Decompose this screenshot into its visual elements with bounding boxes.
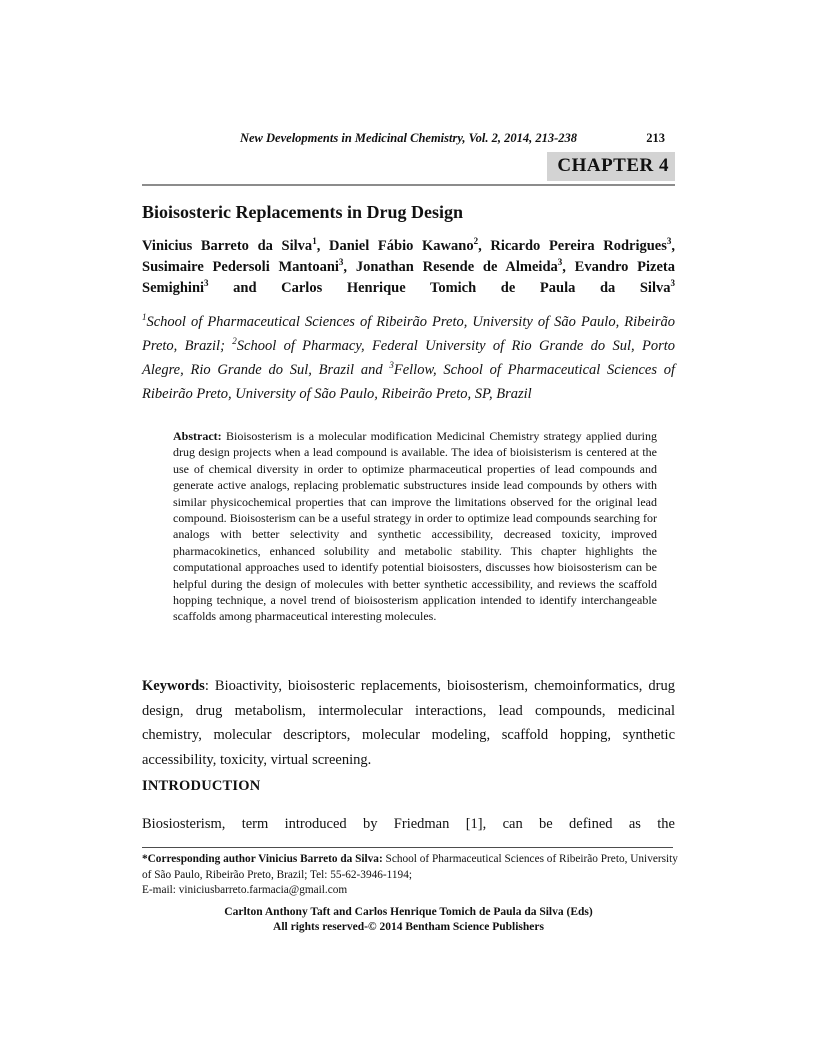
authors-line: Vinicius Barreto da Silva$^1$, Daniel Fábio Kawano$^2$, Ricardo Pereira Rodrigues$^3$, Susimaire Pedersoli Mantoani$^3$, Jonathan Resende de Almeida$^3$, Evandro Pizeta Semighini$^3$ and Carlos Henrique Tomich de Paula da Silva$^3$	[142, 236, 675, 296]
rights-line: All rights reserved-© 2014 Bentham Science Publishers	[273, 921, 544, 933]
corresponding-author-email: E-mail: viniciusbarreto.farmacia@gmail.com	[142, 884, 348, 896]
introduction-paragraph: Biosiosterism, term introduced by Friedman [1], can be defined as the	[142, 816, 675, 832]
abstract-label: Abstract:	[173, 429, 222, 443]
keywords-label: Keywords	[142, 678, 205, 694]
keywords-text: : Bioactivity, bioisosteric replacements, bioisosterism, chemoinformatics, drug design, drug metabolism, intermolecular interactions, lead compounds, medicinal chemistry, molecular descriptors, molecular modeling, scaffold hopping, synthetic accessibility, toxicity, virtual screening.	[142, 678, 675, 768]
keywords-block	[142, 674, 675, 772]
corresponding-author-label: *Corresponding author Vinicius Barreto da Silva:	[142, 853, 383, 865]
chapter-badge: CHAPTER 4	[547, 152, 675, 181]
footnote-divider	[142, 847, 673, 848]
article-title: Bioisosteric Replacements in Drug Design	[142, 202, 463, 222]
abstract-block	[173, 428, 657, 625]
imprint-block	[142, 905, 675, 935]
abstract-text: Bioisosterism is a molecular modification Medicinal Chemistry strategy applied during drug design projects when a lead compound is available. The idea of bioisisterism is centered at the use of chemical diversity in order to optimize pharmaceutical properties of lead compounds and generate active analogs, replacing problematic substructures inside lead compounds by others with similar physicochemical properties that can improve the limitations observed for the original lead compound. Bioisosterism can be a useful strategy in order to optimize lead compounds searching for analogs with better selectivity and synthetic accessibility, decreased toxicity, improved pharmacokinetics, enhanced solubility and metabolic stability. This chapter highlights the computational approaches used to identify potential bioisosters, discusses how bioisosterism can be helpful during the design of molecules with better synthetic accessibility, and reviews the scaffold hopping technique, a novel trend of bioisosterism application intended to identify interchangeable scaffolds among pharmaceutical interesting molecules.	[173, 429, 657, 624]
running-title: New Developments in Medicinal Chemistry, Vol. 2, 2014, 213-238	[239, 131, 578, 145]
introduction-heading: INTRODUCTION	[142, 778, 261, 794]
page-number: 213	[646, 131, 665, 145]
editors-line: Carlton Anthony Taft and Carlos Henrique Tomich de Paula da Silva (Eds)	[224, 906, 593, 918]
corresponding-author-text: School of Pharmaceutical Sciences of Ribeirão Preto, University of São Paulo, Ribeirão Preto, Brazil; Tel: 55-62-3946-1194;	[142, 853, 678, 881]
running-header	[142, 129, 675, 147]
chapter-badge-row	[142, 152, 675, 181]
corresponding-author-note	[142, 852, 680, 899]
header-divider	[142, 184, 675, 186]
affiliations: $^1$School of Pharmaceutical Sciences of Ribeirão Preto, University of São Paulo, Ribeirão Preto, Brazil; $^2$School of Pharmacy, Federal University of Rio Grande do Sul, Porto Alegre, Rio Grande do Sul, Brazil and $^3$Fellow, School of Pharmaceutical Sciences of Ribeirão Preto, University of São Paulo, Ribeirão Preto, SP, Brazil	[142, 312, 676, 402]
